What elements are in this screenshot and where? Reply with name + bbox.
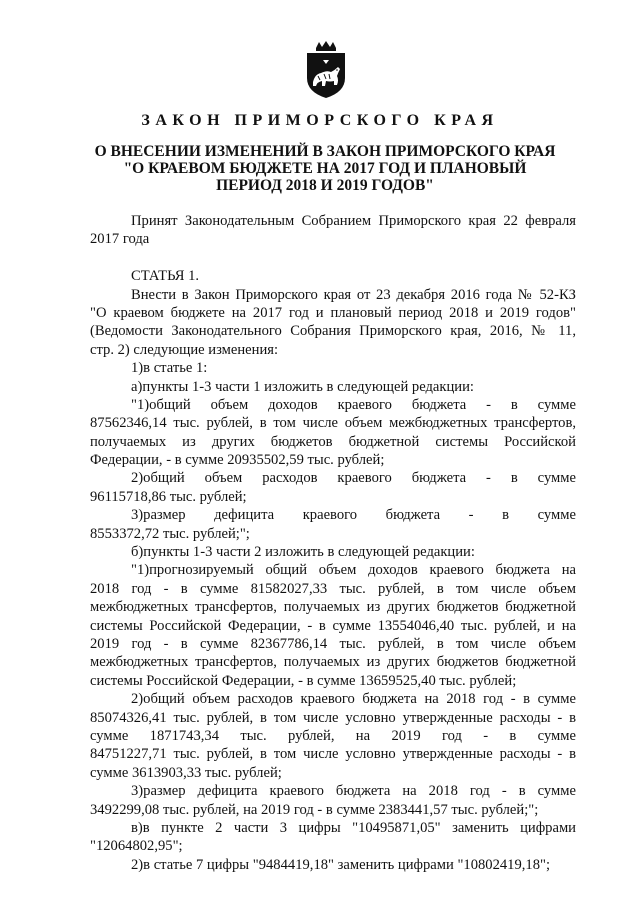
text-line: 85074326,41 тыс. рублей, в том числе условно утвержденные расходы - в: [90, 709, 576, 726]
text-line: 3)размер дефицита краевого бюджета - в сумме: [131, 507, 576, 524]
text-line: "О краевом бюджете на 2017 год и плановый период 2018 и 2019 годов": [90, 304, 576, 321]
subtitle-line: "О КРАЕВОМ БЮДЖЕТЕ НА 2017 ГОД И ПЛАНОВЫЙ: [123, 160, 527, 177]
text-line: 87562346,14 тыс. рублей, в том числе объем межбюджетных трансфертов,: [90, 415, 576, 432]
text-line: системы Российской Федерации, - в сумме 13659525,40 тыс. рублей;: [90, 672, 517, 689]
text-line: 3)размер дефицита краевого бюджета на 2018 год - в сумме: [131, 783, 576, 800]
text-line: 84751227,71 тыс. рублей, в том числе условно утвержденные расходы - в: [90, 746, 576, 763]
adoption-line: Принят Законодательным Собранием Приморского края 22 февраля: [131, 213, 576, 229]
text-line: 2019 год - в сумме 82367786,14 тыс. рублей, в том числе объем: [90, 635, 576, 652]
text-line: 1)в статье 1:: [131, 360, 208, 377]
text-line: "12064802,95";: [90, 838, 183, 855]
subtitle-line: ПЕРИОД 2018 И 2019 ГОДОВ": [216, 177, 434, 194]
subtitle-line: О ВНЕСЕНИИ ИЗМЕНЕНИЙ В ЗАКОН ПРИМОРСКОГО КРАЯ: [94, 143, 556, 160]
text-line: "1)прогнозируемый общий объем доходов краевого бюджета на: [131, 562, 576, 579]
text-line: Внести в Закон Приморского края от 23 декабря 2016 года № 52-КЗ: [131, 286, 576, 303]
primorsky-krai-coat-of-arms-icon: [301, 40, 351, 100]
law-subtitle: [80, 143, 570, 194]
text-line: 2018 год - в сумме 81582027,33 тыс. рублей, в том числе объем: [90, 580, 576, 597]
text-line: а)пункты 1-3 части 1 изложить в следующей редакции:: [131, 378, 474, 395]
law-title: ЗАКОН ПРИМОРСКОГО КРАЯ: [141, 112, 499, 129]
text-line: 2)общий объем расходов краевого бюджета - в сумме: [131, 470, 576, 487]
text-line: (Ведомости Законодательного Собрания Приморского края, 2016, № 11,: [90, 323, 576, 340]
text-line: 96115718,86 тыс. рублей;: [90, 488, 247, 505]
text-line: сумме 1871743,34 тыс. рублей, на 2019 год - в сумме: [90, 727, 576, 744]
text-line: "1)общий объем доходов краевого бюджета - в сумме: [131, 396, 576, 413]
text-line: межбюджетных трансфертов, получаемых из других бюджетов бюджетной: [90, 599, 576, 616]
text-line: Федерации, - в сумме 20935502,59 тыс. рублей;: [90, 452, 385, 469]
text-line: получаемых из других бюджетов бюджетной системы Российской: [90, 433, 576, 450]
adoption-line: 2017 года: [90, 231, 150, 248]
text-line: межбюджетных трансфертов, получаемых из других бюджетов бюджетной: [90, 654, 576, 671]
article-heading: СТАТЬЯ 1.: [131, 268, 200, 285]
document-body: [90, 212, 576, 874]
text-line: 8553372,72 тыс. рублей;";: [90, 525, 250, 542]
text-line: 3492299,08 тыс. рублей, на 2019 год - в сумме 2383441,57 тыс. рублей;";: [90, 801, 539, 818]
text-line: 2)в статье 7 цифры "9484419,18" заменить цифрами "10802419,18";: [131, 856, 551, 873]
text-line: в)в пункте 2 части 3 цифры "10495871,05" заменить цифрами: [131, 819, 576, 836]
text-line: стр. 2) следующие изменения:: [90, 341, 279, 358]
text-line: б)пункты 1-3 части 2 изложить в следующей редакции:: [131, 544, 475, 561]
text-line: сумме 3613903,33 тыс. рублей;: [90, 764, 282, 781]
text-line: 2)общий объем расходов краевого бюджета на 2018 год - в сумме: [131, 691, 576, 708]
text-line: системы Российской Федерации, - в сумме 13554046,40 тыс. рублей, и на: [90, 617, 576, 634]
